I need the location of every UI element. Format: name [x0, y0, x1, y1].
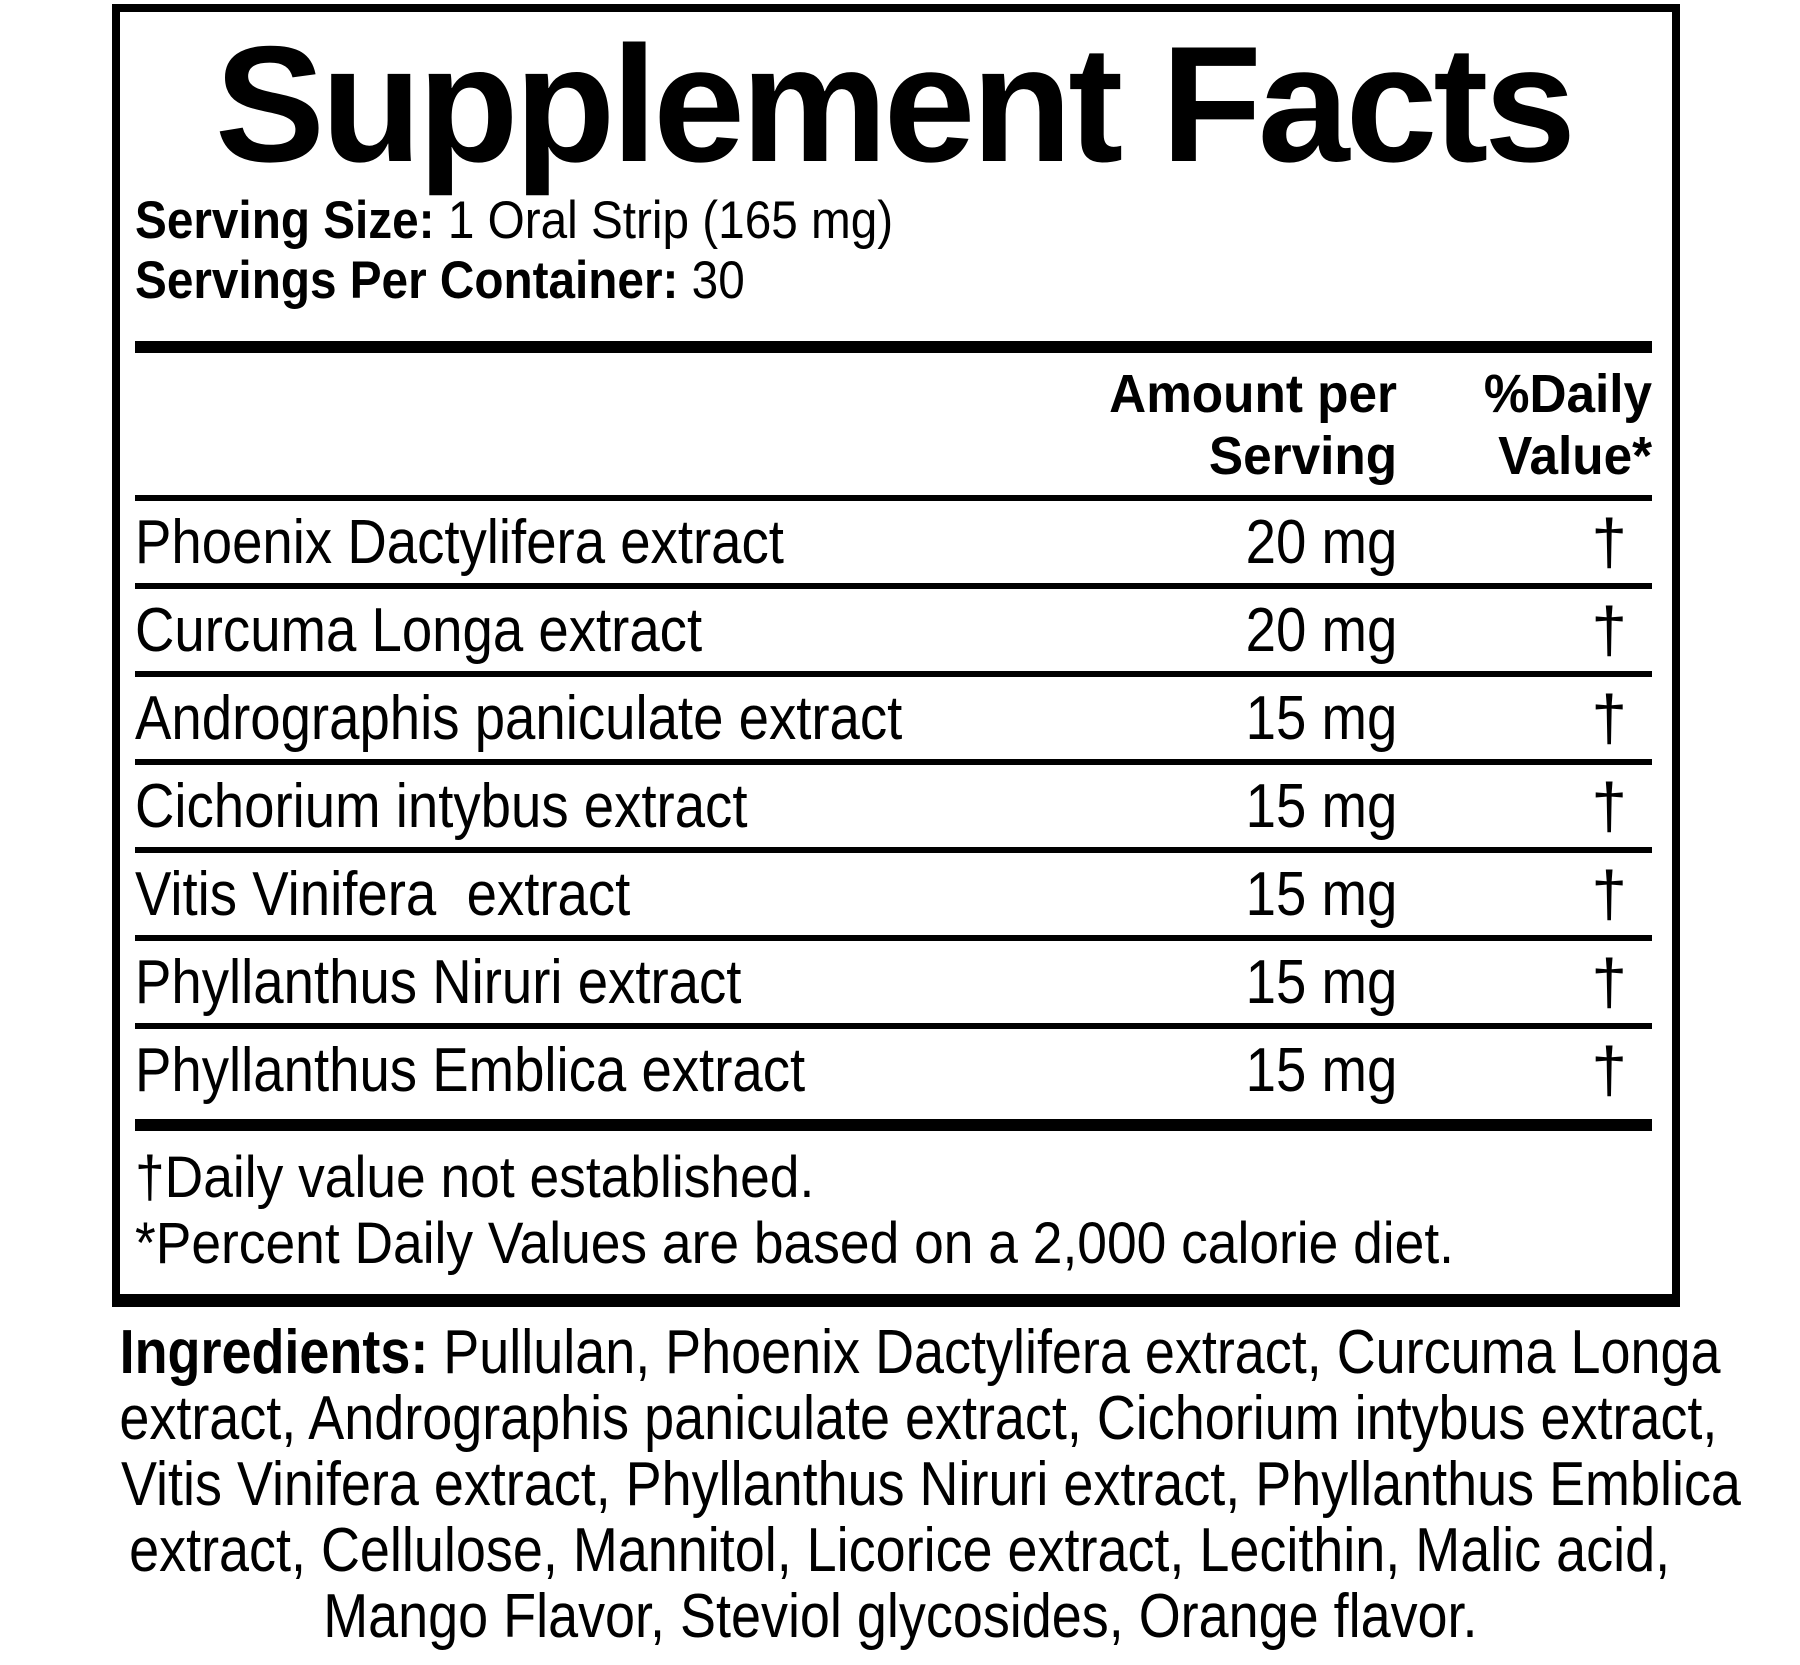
ingredients-line: Vitis Vinifera extract, Phyllanthus Niruri extract, Phyllanthus Emblica [121, 1450, 1741, 1519]
servings-per-container-label: Servings Per Container: [135, 251, 679, 310]
dagger-symbol: † [1591, 858, 1627, 930]
footnote-daily-value: †Daily value not established. [135, 1145, 815, 1210]
ingredient-name: Phyllanthus Niruri extract [135, 947, 742, 1017]
table-row [135, 765, 1652, 853]
footnote-percent-dv: *Percent Daily Values are based on a 2,000 calorie diet. [135, 1211, 1454, 1276]
ingredients-paragraph [0, 1320, 1800, 1650]
table-row [135, 1029, 1652, 1111]
table-row [135, 589, 1652, 677]
ingredient-name: Vitis Vinifera extract [135, 859, 631, 929]
divider-thick-top [135, 341, 1652, 353]
serving-size-value: 1 Oral Strip (165 mg) [447, 191, 894, 250]
column-header-amount: Amount per Serving [1109, 364, 1397, 486]
ingredient-amount: 15 mg [1245, 771, 1397, 841]
ingredient-name: Curcuma Longa extract [135, 595, 703, 665]
dagger-symbol: † [1591, 506, 1627, 578]
ingredients-line: Ingredients: Pullulan, Phoenix Dactylifera extract, Curcuma Longa [119, 1318, 1721, 1387]
ingredient-amount: 15 mg [1245, 1035, 1397, 1105]
panel-title: Supplement Facts [214, 12, 1573, 196]
divider-thick-bottom [135, 1119, 1652, 1131]
dagger-symbol: † [1591, 594, 1627, 666]
ingredient-amount: 15 mg [1245, 683, 1397, 753]
ingredient-amount: 15 mg [1245, 859, 1397, 929]
ingredient-amount: 20 mg [1245, 595, 1397, 665]
ingredient-name: Phyllanthus Emblica extract [135, 1035, 806, 1105]
serving-size-line [135, 191, 1652, 251]
dagger-symbol: † [1591, 1034, 1627, 1106]
footnotes [135, 1145, 1652, 1277]
servings-per-container-line [135, 251, 1652, 311]
dagger-symbol: † [1591, 770, 1627, 842]
table-row [135, 501, 1652, 589]
ingredients-line: Mango Flavor, Steviol glycosides, Orange flavor. [322, 1582, 1478, 1651]
ingredient-name: Cichorium intybus extract [135, 771, 748, 841]
table-row [135, 941, 1652, 1029]
ingredients-line: extract, Andrographis paniculate extract, Cichorium intybus extract, [119, 1384, 1718, 1453]
table-header [135, 353, 1652, 487]
supplement-facts-panel [112, 4, 1680, 1307]
table-row [135, 677, 1652, 765]
dagger-symbol: † [1591, 946, 1627, 1018]
ingredient-amount: 15 mg [1245, 947, 1397, 1017]
ingredient-name: Phoenix Dactylifera extract [135, 507, 784, 577]
ingredients-label: Ingredients: [119, 1318, 429, 1387]
column-header-daily-value: %Daily Value* [1483, 364, 1652, 486]
dagger-symbol: † [1591, 682, 1627, 754]
serving-info [135, 191, 1652, 311]
servings-per-container-value: 30 [691, 251, 745, 310]
ingredient-name: Andrographis paniculate extract [135, 683, 903, 753]
table-row [135, 853, 1652, 941]
ingredient-amount: 20 mg [1245, 507, 1397, 577]
serving-size-label: Serving Size: [135, 191, 435, 250]
ingredients-line: extract, Cellulose, Mannitol, Licorice extract, Lecithin, Malic acid, [129, 1516, 1671, 1585]
